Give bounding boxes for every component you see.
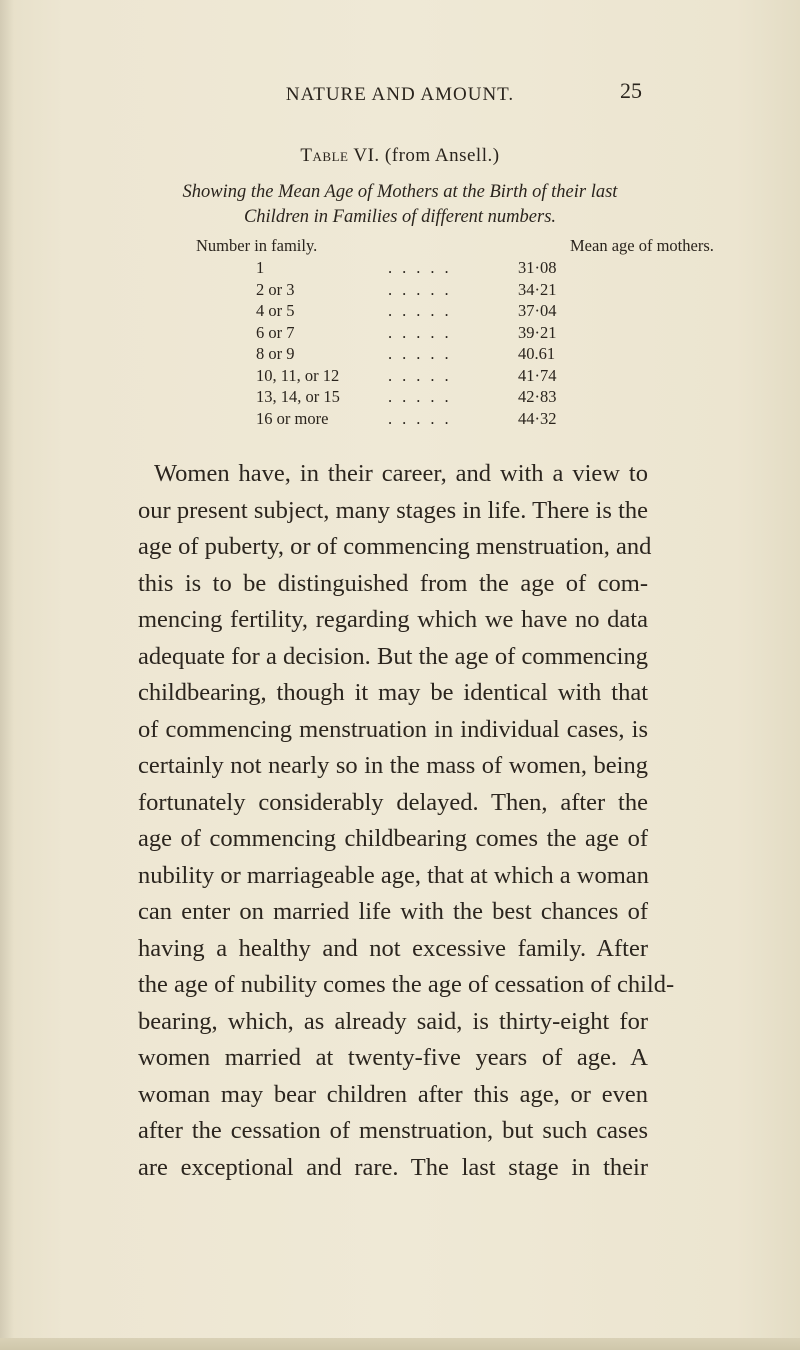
body-line: nubility or marriageable age, that at which a woman <box>138 861 649 889</box>
column-header-age: Mean age of mothers. <box>570 236 714 255</box>
age-cell: 37·04 <box>518 301 557 320</box>
leader-dots: ..... <box>388 387 459 406</box>
table-row <box>256 387 586 409</box>
family-cell: 13, 14, or 15 <box>256 387 340 406</box>
age-cell: 44·32 <box>518 408 557 428</box>
column-header-family: Number in family. <box>196 236 318 255</box>
body-line: childbearing, though it may be identical with that <box>138 679 648 706</box>
page-number: 25 <box>620 78 642 103</box>
body-line: are exceptional and rare. The last stage in their <box>138 1153 648 1181</box>
body-line: age of puberty, or of commencing menstruation, and <box>138 533 652 560</box>
leader-dots: ..... <box>388 322 459 342</box>
leader-dots: ..... <box>388 344 459 363</box>
age-cell: 41·74 <box>518 365 557 385</box>
body-line: certainly not nearly so in the mass of women, being <box>138 752 648 779</box>
body-line: women married at twenty-five years of age. A <box>138 1044 648 1071</box>
leader-dots: ..... <box>388 365 459 385</box>
table-column-headers <box>196 236 800 260</box>
body-line: age of commencing childbearing comes the age of <box>138 825 648 852</box>
body-line: Women have, in their career, and with a view to <box>154 460 648 487</box>
table-caption <box>0 180 800 230</box>
caption-line: Showing the Mean Age of Mothers at the Birth of their last <box>182 182 618 202</box>
leader-dots: ..... <box>388 279 459 299</box>
body-line: of commencing menstruation in individual cases, is <box>138 715 648 743</box>
body-paragraph <box>138 456 675 1186</box>
table-row <box>256 344 586 366</box>
leader-dots: ..... <box>388 301 459 320</box>
table-label: Table VI. <box>300 145 380 166</box>
age-cell: 31·08 <box>518 258 557 277</box>
caption-line: Children in Families of different numbers. <box>243 207 557 227</box>
table-row <box>256 301 586 323</box>
table-source: (from Ansell.) <box>384 145 500 166</box>
page-bottom-edge <box>0 1338 800 1350</box>
body-line: the age of nubility comes the age of cessation of child- <box>138 971 675 998</box>
table-row <box>256 258 586 280</box>
table-row <box>256 280 586 302</box>
table-row <box>256 366 586 388</box>
family-cell: 4 or 5 <box>256 301 295 320</box>
age-cell: 40.61 <box>518 344 556 363</box>
body-line: having a healthy and not excessive family. After <box>138 934 648 962</box>
data-table <box>256 258 586 430</box>
body-line: this is to be distinguished from the age of com- <box>138 569 648 597</box>
family-cell: 1 <box>256 258 265 277</box>
family-cell: 10, 11, or 12 <box>256 365 340 385</box>
age-cell: 34·21 <box>518 279 557 299</box>
family-cell: 6 or 7 <box>256 322 295 342</box>
running-head: NATURE AND AMOUNT. <box>285 84 515 105</box>
body-line: bearing, which, as already said, is thirty-eight for <box>138 1007 648 1035</box>
page-header <box>0 78 800 114</box>
body-line: after the cessation of menstruation, but such cases <box>138 1117 648 1144</box>
body-line: fortunately considerably delayed. Then, after the <box>138 788 648 816</box>
body-line: woman may bear children after this age, or even <box>138 1080 648 1108</box>
body-line: our present subject, many stages in life. There is the <box>138 496 648 524</box>
family-cell: 16 or more <box>256 408 329 428</box>
body-line: adequate for a decision. But the age of commencing <box>138 642 648 670</box>
age-cell: 39·21 <box>518 322 557 342</box>
table-title <box>0 145 800 167</box>
family-cell: 2 or 3 <box>256 279 295 299</box>
table-row <box>256 409 586 431</box>
body-line: mencing fertility, regarding which we have no data <box>138 606 648 633</box>
table-row <box>256 323 586 345</box>
family-cell: 8 or 9 <box>256 344 295 363</box>
leader-dots: ..... <box>388 408 459 428</box>
body-line: can enter on married life with the best chances of <box>138 898 648 925</box>
leader-dots: ..... <box>388 258 459 277</box>
age-cell: 42·83 <box>518 387 557 406</box>
